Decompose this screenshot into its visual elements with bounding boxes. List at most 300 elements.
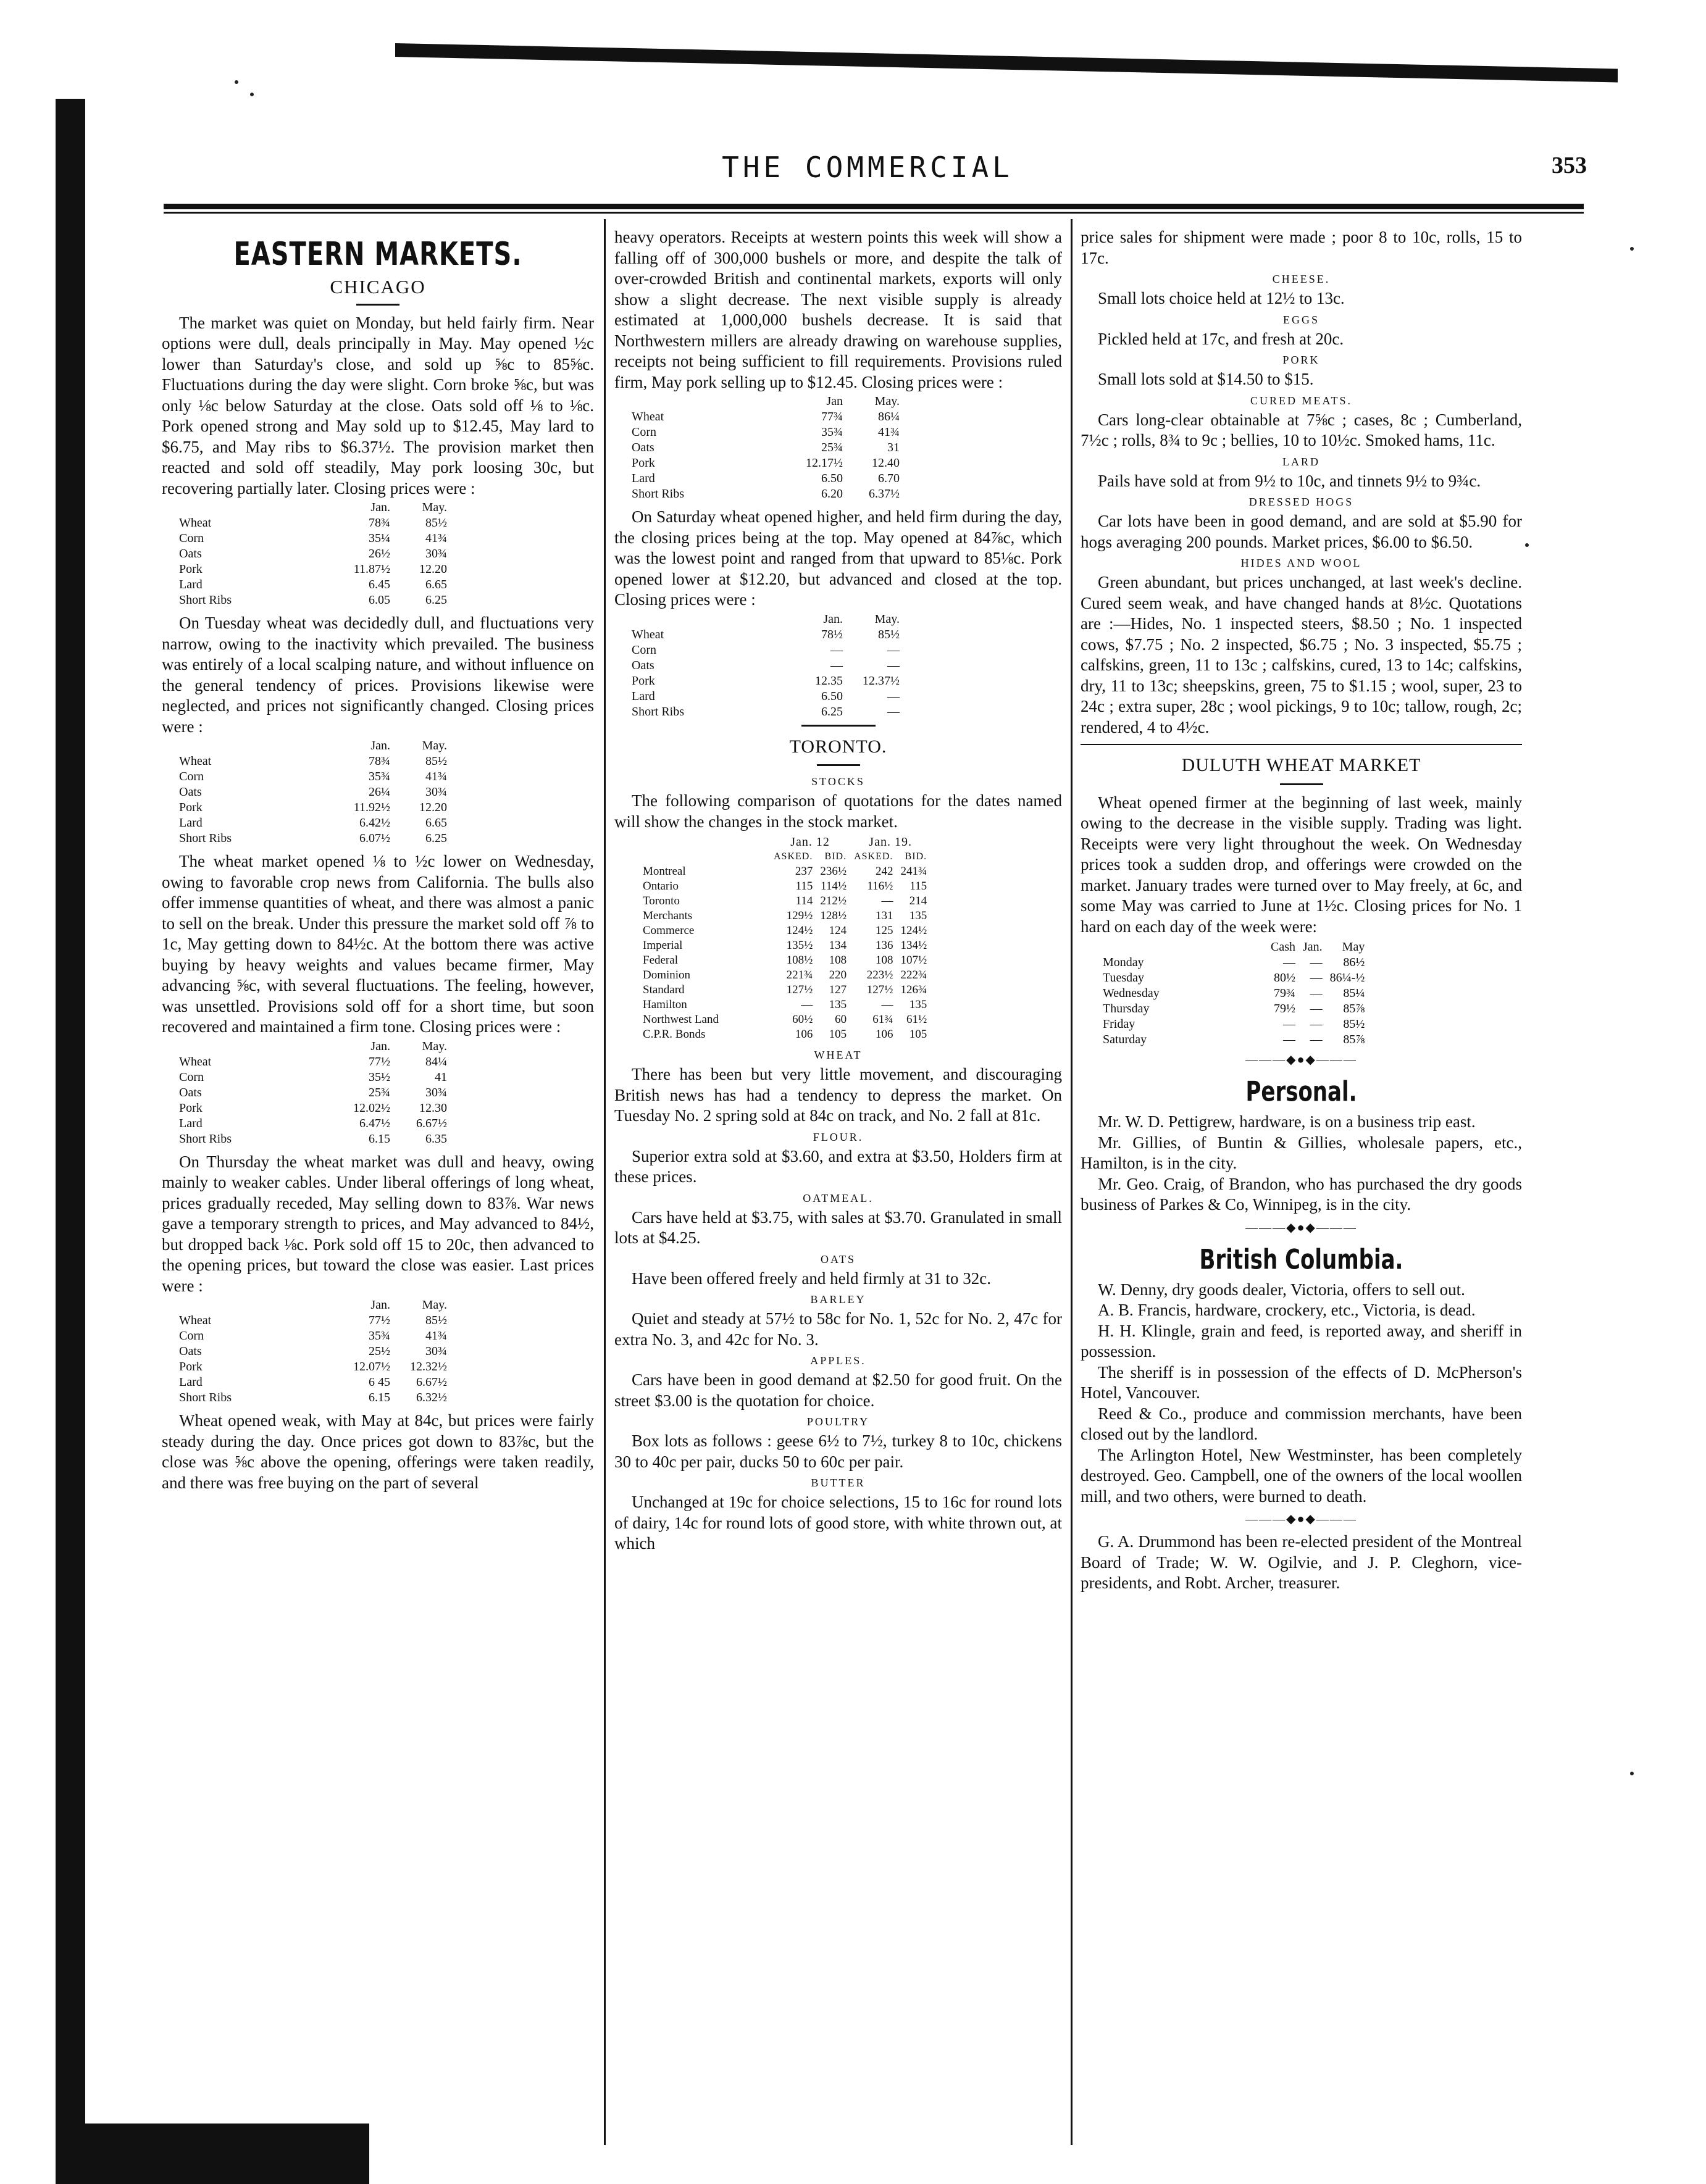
personal-item: Mr. Gillies, of Buntin & Gillies, wholesale papers, etc., Hamilton, is in the city. bbox=[1081, 1133, 1522, 1172]
continued-paragraph: heavy operators. Receipts at western points this week will show a falling off of 300,000 bushels or more, and despite the talk of over-crowded British and continental markets, exports will only show a slight decrease. The next visible supply is already estimated at 1,000,000 bushels decrease. It is said that Northwestern millers are already drawing on warehouse supplies, receipts not being sufficient to fill requirements. Provisions ruled firm, May pork selling up to $12.45. Closing prices were : bbox=[614, 228, 1062, 391]
table-cell: 78¾ bbox=[369, 516, 390, 530]
table-cell: 6.25 bbox=[425, 832, 447, 845]
table-header-cell: Jan. 19. bbox=[869, 835, 912, 849]
saturday-paragraph: On Saturday wheat opened higher, and held firm during the day, the closing prices being at the top. May opened at 84⅞c, which was the lowest point and ranged from that upward to 85⅛c. Pork opened lower at $12.20, but advanced and closed at the top. Closing prices were : bbox=[614, 507, 1062, 609]
table-cell: 12.35 bbox=[815, 673, 843, 688]
table-cell: 60½ bbox=[792, 1013, 813, 1026]
table-cell: 60 bbox=[835, 1013, 847, 1026]
table-row bbox=[639, 968, 930, 983]
price-table-thursday bbox=[175, 1298, 451, 1406]
table-row bbox=[175, 1101, 451, 1116]
table-row bbox=[1099, 1017, 1368, 1032]
table-cell: 25¾ bbox=[369, 1085, 390, 1099]
table-cell: — bbox=[1283, 956, 1295, 969]
table-cell: 135 bbox=[909, 909, 927, 922]
table-header-cell: May. bbox=[422, 501, 447, 514]
table-row bbox=[175, 1313, 451, 1328]
bc-item: H. H. Klingle, grain and feed, is reported away, and sheriff in possession. bbox=[1081, 1321, 1522, 1361]
table-row bbox=[175, 1054, 451, 1070]
table-cell: 35½ bbox=[369, 1070, 390, 1084]
table-row bbox=[639, 983, 930, 998]
table-header-cell: Jan. 12 bbox=[790, 835, 830, 849]
table-cell: Lard bbox=[632, 689, 655, 703]
cheese-paragraph: Small lots choice held at 12½ to 13c. bbox=[1098, 289, 1345, 307]
column-3 bbox=[1081, 227, 1522, 1594]
table-cell: Wheat bbox=[179, 1314, 212, 1327]
table-header-cell: ASKED. bbox=[774, 851, 813, 862]
poultry-paragraph: Box lots as follows : geese 6½ to 7½, turkey 8 to 10c, chickens 30 to 40c per pair, ducks 50 to 60c per pair. bbox=[614, 1432, 1062, 1471]
table-cell: 128½ bbox=[820, 909, 847, 922]
table-cell: Corn bbox=[179, 1329, 204, 1343]
table-cell: 114½ bbox=[821, 880, 847, 893]
board-of-trade-paragraph: G. A. Drummond has been re-elected president of the Montreal Board of Trade; W. W. Ogilvie, and J. P. Cleghorn, vice-presidents, and Robt. Archer, treasurer. bbox=[1081, 1532, 1522, 1592]
speck bbox=[235, 80, 238, 84]
price-table-saturday bbox=[628, 612, 903, 720]
table-cell: 35¾ bbox=[369, 770, 390, 783]
table-cell: 6.50 bbox=[821, 472, 843, 485]
oats-heading: OATS bbox=[820, 1252, 856, 1265]
bc-item: A. B. Francis, hardware, crockery, etc., Victoria, is dead. bbox=[1098, 1301, 1476, 1319]
table-cell: 115 bbox=[795, 880, 813, 893]
table-cell: Corn bbox=[632, 643, 656, 657]
table-cell: Corn bbox=[179, 531, 204, 545]
table-header-cell: Jan bbox=[826, 394, 843, 408]
dressed-hogs-paragraph: Car lots have been in good demand, and are sold at $5.90 for hogs averaging 200 pounds. Market prices, $6.00 to $6.50. bbox=[1081, 512, 1522, 551]
table-cell: Wheat bbox=[179, 754, 212, 768]
table-cell: 106 bbox=[795, 1028, 813, 1041]
table-cell: 131 bbox=[875, 909, 893, 922]
thursday-paragraph: On Thursday the wheat market was dull and heavy, owing mainly to weaker cables. Under liberal offerings of long wheat, prices gradually receded, May selling down to 83⅞. War news gave a temporary strength to prices, and May advanced to 84½, but dropped back ⅛c. Pork sold off 15 to 20c, then advanced to the opening prices, but toward the close was easier. Last prices were : bbox=[162, 1152, 594, 1295]
table-cell: Tuesday bbox=[1103, 971, 1145, 985]
lard-paragraph: Pails have sold at from 9½ to 10c, and tinnets 9½ to 9¾c. bbox=[1098, 471, 1481, 490]
table-row bbox=[628, 627, 903, 643]
oatmeal-heading: OATMEAL. bbox=[803, 1191, 874, 1204]
table-cell: 30¾ bbox=[425, 1085, 447, 1099]
table-cell: 135½ bbox=[786, 939, 813, 952]
table-cell: Wheat bbox=[632, 627, 664, 641]
table-cell: Friday bbox=[1103, 1017, 1135, 1031]
table-cell: 6.15 bbox=[369, 1132, 390, 1146]
table-cell: Ontario bbox=[643, 880, 679, 893]
table-cell: 108 bbox=[829, 954, 847, 967]
table-row bbox=[639, 998, 930, 1012]
speck bbox=[1525, 543, 1529, 547]
page-header bbox=[148, 148, 1587, 191]
table-header-cell: Jan. bbox=[370, 1298, 390, 1312]
table-cell bbox=[175, 1298, 337, 1313]
table-cell: Short Ribs bbox=[632, 704, 685, 719]
short-rule bbox=[801, 725, 876, 727]
table-cell bbox=[175, 1039, 337, 1054]
table-cell: 6.37½ bbox=[869, 487, 900, 501]
table-cell: Oats bbox=[179, 547, 202, 561]
tuesday-paragraph: On Tuesday wheat was decidedly dull, and fluctuations very narrow, owing to the inactivity which prevailed. The business was entirely of a local scalping nature, and without influence on the general tendency of prices. Provisions likewise were neglected, and prices not significantly changed. Closing prices were : bbox=[162, 614, 594, 736]
table-cell: Saturday bbox=[1103, 1033, 1147, 1046]
table-cell: 12.32½ bbox=[410, 1360, 447, 1373]
table-cell: Pork bbox=[179, 1360, 203, 1373]
apples-paragraph: Cars have been in good demand at $2.50 for good fruit. On the street $3.00 is the quotation for choice. bbox=[614, 1370, 1062, 1410]
table-cell: 116½ bbox=[867, 880, 893, 893]
table-cell bbox=[639, 835, 770, 849]
table-cell: 6.67½ bbox=[416, 1375, 447, 1389]
table-cell: 126¾ bbox=[900, 983, 927, 996]
table-cell: Oats bbox=[179, 785, 202, 799]
speck bbox=[1630, 1772, 1634, 1775]
table-cell: 84¼ bbox=[425, 1054, 447, 1069]
table-cell: 223½ bbox=[866, 969, 893, 982]
table-header-cell: May. bbox=[874, 612, 900, 626]
continued-paragraph: price sales for shipment were made ; poor 8 to 10c, rolls, 15 to 17c. bbox=[1081, 228, 1522, 267]
stocks-paragraph: The following comparison of quotations for the dates named will show the changes in the stock market. bbox=[614, 791, 1062, 831]
table-cell: 12.07½ bbox=[353, 1360, 390, 1373]
table-cell: 6.70 bbox=[878, 472, 900, 485]
table-cell: 129½ bbox=[786, 909, 813, 922]
table-cell: Standard bbox=[643, 983, 685, 996]
table-cell: 114 bbox=[795, 894, 813, 907]
table-cell: 35¾ bbox=[821, 425, 843, 439]
table-cell: — bbox=[881, 894, 893, 907]
table-cell: 79½ bbox=[1274, 1002, 1295, 1015]
table-cell: Hamilton bbox=[643, 998, 687, 1011]
bc-item: The sheriff is in possession of the effects of D. McPherson's Hotel, Vancouver. bbox=[1081, 1362, 1522, 1402]
table-cell bbox=[628, 394, 790, 409]
table-cell: 12.30 bbox=[419, 1101, 447, 1115]
table-row bbox=[628, 704, 903, 720]
table-header-cell: BID. bbox=[905, 851, 927, 862]
eggs-paragraph: Pickled held at 17c, and fresh at 20c. bbox=[1098, 329, 1344, 348]
table-cell: — bbox=[887, 704, 900, 719]
table-row bbox=[628, 456, 903, 471]
table-row bbox=[639, 894, 930, 909]
wednesday-paragraph: The wheat market opened ⅛ to ½c lower on Wednesday, owing to favorable crop news from California. The bulls also offer immense quantities of wheat, and there was almost a panic to sell on the break. Under this pressure the market sold off ⅞ to 1c, May getting down to 84½c. At the bottom there was active buying by heavy weights and values became firmer, May advancing ⅝c, with several fluctuations. The feeling, however, was unsettled. Provisions sold off for a short time, but soon recovered and maintained a firm tone. Closing prices were : bbox=[162, 852, 594, 1036]
table-row bbox=[175, 1116, 451, 1132]
table-cell: 85¼ bbox=[1343, 986, 1365, 1000]
wheat-heading: WHEAT bbox=[814, 1049, 863, 1061]
table-row bbox=[639, 909, 930, 923]
table-cell: Imperial bbox=[643, 939, 683, 952]
table-cell: — bbox=[1310, 1017, 1323, 1031]
table-row bbox=[175, 1390, 451, 1406]
table-cell: 6.07½ bbox=[359, 832, 390, 845]
table-cell: Toronto bbox=[643, 894, 680, 907]
table-cell: — bbox=[1310, 1033, 1323, 1046]
personal-heading: Personal. bbox=[1245, 1076, 1357, 1108]
table-cell: 61½ bbox=[906, 1013, 927, 1026]
table-cell: 127½ bbox=[866, 983, 893, 996]
header-rule-thin bbox=[164, 212, 1584, 214]
table-cell: Merchants bbox=[643, 909, 693, 922]
table-cell: Northwest Land bbox=[643, 1013, 719, 1026]
table-row bbox=[1099, 1001, 1368, 1017]
table-cell: 6.20 bbox=[821, 487, 843, 501]
table-row bbox=[628, 673, 903, 689]
table-header-cell: May. bbox=[422, 1298, 447, 1312]
table-cell: 41¾ bbox=[878, 425, 900, 439]
table-cell: 41¾ bbox=[425, 770, 447, 783]
section-rule bbox=[1081, 744, 1522, 745]
table-cell: Lard bbox=[632, 472, 655, 485]
table-cell bbox=[639, 849, 770, 864]
short-rule bbox=[1280, 783, 1323, 785]
table-row bbox=[175, 1132, 451, 1147]
table-cell: Short Ribs bbox=[179, 593, 232, 607]
table-cell: 6.32½ bbox=[416, 1391, 447, 1404]
table-row bbox=[628, 440, 903, 456]
table-cell: Wheat bbox=[179, 1054, 212, 1069]
table-row bbox=[639, 864, 930, 879]
table-cell: Pork bbox=[179, 1101, 203, 1115]
table-cell: 6.50 bbox=[821, 689, 843, 703]
table-cell: 134 bbox=[829, 939, 847, 952]
table-row bbox=[639, 938, 930, 953]
ornament-divider: ———◆●◆——— bbox=[1245, 1053, 1357, 1067]
ornament-divider: ———◆●◆——— bbox=[1245, 1220, 1357, 1235]
table-cell: 12.20 bbox=[419, 801, 447, 814]
pork-paragraph: Small lots sold at $14.50 to $15. bbox=[1098, 370, 1314, 388]
column-2 bbox=[614, 227, 1062, 1554]
table-cell: 105 bbox=[829, 1028, 847, 1041]
table-cell: 136 bbox=[875, 939, 893, 952]
friday-paragraph: Wheat opened weak, with May at 84c, but prices were fairly steady during the day. Once prices got down to 83⅞c, but the close was ⅝c above the opening, offerings were taken readily, and there was free buying on the part of several bbox=[162, 1411, 594, 1492]
table-cell: Federal bbox=[643, 954, 678, 967]
table-row bbox=[175, 562, 451, 577]
table-cell: 125 bbox=[875, 924, 893, 937]
table-cell: 6.35 bbox=[425, 1132, 447, 1146]
table-row bbox=[1099, 970, 1368, 986]
table-cell: 30¾ bbox=[425, 1344, 447, 1358]
table-cell: 41¾ bbox=[425, 531, 447, 545]
scan-edge-bottom bbox=[85, 2124, 369, 2184]
table-cell: Oats bbox=[632, 441, 654, 454]
table-cell: Montreal bbox=[643, 865, 686, 878]
table-cell: Short Ribs bbox=[632, 487, 685, 501]
table-cell: 86¼-½ bbox=[1329, 971, 1365, 985]
table-cell: Monday bbox=[1103, 956, 1144, 969]
table-row bbox=[175, 1375, 451, 1390]
table-header-cell: Jan. bbox=[823, 612, 843, 626]
table-cell: Wheat bbox=[179, 516, 212, 530]
table-cell: 26¼ bbox=[369, 785, 390, 799]
table-row bbox=[175, 515, 451, 531]
column-divider bbox=[604, 219, 606, 2145]
table-cell: 80½ bbox=[1274, 971, 1295, 985]
lard-heading: LARD bbox=[1282, 455, 1320, 468]
personal-item: Mr. W. D. Pettigrew, hardware, is on a business trip east. bbox=[1098, 1112, 1476, 1131]
table-cell: Lard bbox=[179, 1375, 203, 1389]
table-cell: Short Ribs bbox=[179, 832, 232, 845]
table-cell: 6.05 bbox=[369, 593, 390, 607]
table-cell: 6.25 bbox=[425, 593, 447, 607]
table-cell: — bbox=[1310, 986, 1323, 1000]
table-cell: 78½ bbox=[821, 627, 843, 641]
table-row bbox=[175, 754, 451, 769]
table-header-cell: Cash bbox=[1271, 940, 1295, 954]
table-cell: 214 bbox=[909, 894, 927, 907]
table-cell: 61¾ bbox=[872, 1013, 893, 1026]
table-cell: 77½ bbox=[369, 1054, 390, 1069]
table-row bbox=[1099, 955, 1368, 970]
table-row bbox=[175, 593, 451, 608]
table-cell: 35¾ bbox=[369, 1329, 390, 1343]
duluth-paragraph: Wheat opened firmer at the beginning of last week, mainly owing to the decrease in the visible supply. Trading was light. Receipts were very light throughout the week. On Wednesday prices took a sudden drop, and offerings were crowded on the market. January trades were turned over to May freely, at 6c, and some May was carried to June at 1½c. Closing prices for No. 1 hard on each day of the week were: bbox=[1081, 793, 1522, 936]
table-row bbox=[175, 546, 451, 562]
barley-paragraph: Quiet and steady at 57½ to 58c for No. 1, 52c for No. 2, 47c for extra No. 3, and 42c for No. 3. bbox=[614, 1309, 1062, 1349]
scan-edge-left bbox=[56, 99, 85, 2184]
table-row bbox=[175, 769, 451, 785]
table-cell: 85½ bbox=[425, 1314, 447, 1327]
table-cell: — bbox=[1310, 971, 1323, 985]
column-1 bbox=[162, 227, 594, 1493]
price-table-friday bbox=[628, 394, 903, 502]
table-cell: — bbox=[830, 643, 843, 657]
oatmeal-paragraph: Cars have held at $3.75, with sales at $3.70. Granulated in small lots at $4.25. bbox=[614, 1207, 1062, 1247]
table-cell: 6 45 bbox=[369, 1375, 390, 1389]
table-cell: 85½ bbox=[425, 516, 447, 530]
table-cell: Lard bbox=[179, 816, 203, 830]
flour-heading: FLOUR. bbox=[813, 1130, 864, 1143]
table-cell: Pork bbox=[179, 801, 203, 814]
butter-paragraph: Unchanged at 19c for choice selections, 15 to 16c for round lots of dairy, 14c for round lots of good store, with white thrown out, at which bbox=[614, 1493, 1062, 1553]
table-row bbox=[639, 1027, 930, 1042]
header-rule bbox=[164, 204, 1584, 209]
table-cell: 85⅞ bbox=[1343, 1033, 1365, 1046]
price-table-monday bbox=[175, 500, 451, 608]
table-cell: C.P.R. Bonds bbox=[643, 1028, 706, 1041]
table-cell: 135 bbox=[829, 998, 847, 1011]
table-row bbox=[175, 531, 451, 546]
table-row bbox=[175, 800, 451, 815]
poultry-heading: POULTRY bbox=[806, 1415, 870, 1428]
table-cell: 12.20 bbox=[419, 562, 447, 576]
table-cell: Pork bbox=[179, 562, 203, 576]
table-cell: 12.17½ bbox=[806, 456, 843, 470]
table-cell: 237 bbox=[795, 865, 813, 878]
table-cell: 220 bbox=[829, 969, 847, 982]
table-row bbox=[175, 1359, 451, 1375]
table-cell: Oats bbox=[179, 1344, 202, 1358]
speck bbox=[1630, 247, 1634, 251]
table-row bbox=[175, 1328, 451, 1344]
table-cell: 6.42½ bbox=[359, 816, 390, 830]
table-row bbox=[628, 471, 903, 486]
page-number: 353 bbox=[1552, 152, 1587, 178]
masthead-title: THE COMMERCIAL bbox=[722, 151, 1013, 184]
table-cell: 77½ bbox=[369, 1314, 390, 1327]
table-row bbox=[628, 689, 903, 704]
table-cell: Oats bbox=[632, 658, 654, 672]
flour-paragraph: Superior extra sold at $3.60, and extra at $3.50, Holders firm at these prices. bbox=[614, 1146, 1062, 1186]
short-rule bbox=[356, 304, 399, 306]
ornament-divider: ———◆●◆——— bbox=[1245, 1512, 1357, 1526]
table-cell: 108 bbox=[875, 954, 893, 967]
apples-heading: APPLES. bbox=[810, 1354, 866, 1367]
table-cell: Commerce bbox=[643, 924, 695, 937]
table-cell: 6.15 bbox=[369, 1391, 390, 1404]
wheat-paragraph: There has been but very little movement, and discouraging British news has had a tendency to depress the market. On Tuesday No. 2 spring sold at 84c on track, and No. 2 fall at 81c. bbox=[614, 1065, 1062, 1125]
price-table-tuesday bbox=[175, 738, 451, 846]
speck bbox=[250, 93, 254, 96]
table-cell: 30¾ bbox=[425, 547, 447, 561]
cured-meats-paragraph: Cars long-clear obtainable at 7⅝c ; cases, 8c ; Cumberland, 7½c ; rolls, 8¾ to 9c ; bellies, 10 to 10½c. Smoked hams, 11c. bbox=[1081, 410, 1522, 449]
table-cell: 106 bbox=[875, 1028, 893, 1041]
toronto-heading: TORONTO. bbox=[789, 736, 887, 757]
table-cell: Thursday bbox=[1103, 1002, 1150, 1015]
table-cell: 124½ bbox=[786, 924, 813, 937]
table-row bbox=[1099, 986, 1368, 1001]
cured-meats-heading: CURED MEATS. bbox=[1250, 394, 1352, 407]
column-divider bbox=[1071, 219, 1073, 2145]
table-cell bbox=[175, 738, 337, 754]
table-row bbox=[175, 1085, 451, 1101]
cheese-heading: CHEESE. bbox=[1272, 273, 1331, 285]
chicago-heading: CHICAGO bbox=[330, 276, 426, 298]
table-row bbox=[175, 1070, 451, 1085]
table-header-cell: BID. bbox=[824, 851, 847, 862]
short-rule bbox=[817, 764, 860, 766]
eastern-markets-heading: EASTERN MARKETS. bbox=[233, 236, 522, 273]
table-cell: Corn bbox=[179, 770, 204, 783]
table-cell: 31 bbox=[887, 441, 900, 454]
table-cell: 135 bbox=[909, 998, 927, 1011]
table-row bbox=[639, 879, 930, 894]
bc-item: Reed & Co., produce and commission merchants, have been closed out by the landlord. bbox=[1081, 1404, 1522, 1443]
table-row bbox=[175, 785, 451, 800]
table-cell: 107½ bbox=[900, 954, 927, 967]
table-cell: 25¾ bbox=[821, 441, 843, 454]
table-cell: 85½ bbox=[425, 754, 447, 768]
table-cell: 105 bbox=[909, 1028, 927, 1041]
table-header-cell: Jan. bbox=[1303, 940, 1323, 954]
table-cell: — bbox=[887, 643, 900, 657]
monday-paragraph: The market was quiet on Monday, but held fairly firm. Near options were dull, deals principally in May. May opened ½c lower than Saturday's close, and sold up ⅝c to 85⅝c. Fluctuations during the day were slight. Corn broke ⅝c, but was only ⅛c below Saturday at the close. Oats sold off ⅛ to ⅛c. Pork opened strong and May sold up to $12.45, May lard to $6.75, and May ribs to $6.37½. The provision market then reacted and sold off steadily, May pork loosing 30c, but recovering partially later. Closing prices were : bbox=[162, 313, 594, 498]
table-cell: 124½ bbox=[900, 924, 927, 937]
table-cell: 30¾ bbox=[425, 785, 447, 799]
table-cell: 12.02½ bbox=[353, 1101, 390, 1115]
table-cell: Lard bbox=[179, 1116, 203, 1130]
table-row bbox=[639, 923, 930, 938]
table-row bbox=[628, 486, 903, 502]
hides-wool-heading: HIDES AND WOOL bbox=[1240, 557, 1362, 569]
table-cell: — bbox=[801, 998, 813, 1011]
table-cell bbox=[175, 500, 337, 515]
hides-wool-paragraph: Green abundant, but prices unchanged, at last week's decline. Cured seem weak, and have changed hands at 8½c. Quotations are :—Hides, No. 1 inspected steers, $8.50 ; No. 1 inspected cows, $7.75 ; No. 2 inspected, $6.75 ; No. 3 inspected, $5.75 ; calfskins, green, 11 to 13c ; calfskins, cured, 13 to 14c; calfskins, dry, 11 to 13c; sheepskins, green, 75 to $1.15 ; wool, super, 23 to 24c ; extra super, 28c ; wool pickings, 9 to 10c; tallow, rough, 2c; rendered, 4 to 4½c. bbox=[1081, 573, 1522, 736]
bc-item: The Arlington Hotel, New Westminster, has been completely destroyed. Geo. Campbell, one of the owners of the local woollen mill, and two others, were burned to death. bbox=[1081, 1445, 1522, 1506]
table-cell: 85⅞ bbox=[1343, 1002, 1365, 1015]
british-columbia-heading: British Columbia. bbox=[1199, 1243, 1403, 1276]
table-cell: Pork bbox=[632, 673, 655, 688]
table-row bbox=[175, 577, 451, 593]
table-cell: 12.37½ bbox=[863, 673, 900, 688]
table-cell: 108½ bbox=[786, 954, 813, 967]
table-cell: — bbox=[887, 658, 900, 672]
table-cell bbox=[1099, 940, 1267, 955]
table-cell: 221¾ bbox=[786, 969, 813, 982]
personal-item: Mr. Geo. Craig, of Brandon, who has purchased the dry goods business of Parkes & Co, Winnipeg, is in the city. bbox=[1081, 1174, 1522, 1214]
table-cell: 6.25 bbox=[821, 704, 843, 719]
table-cell: 134½ bbox=[900, 939, 927, 952]
table-cell: Corn bbox=[632, 425, 656, 439]
table-cell: 86¼ bbox=[878, 410, 900, 423]
table-header-cell: ASKED. bbox=[854, 851, 893, 862]
oats-paragraph: Have been offered freely and held firmly at 31 to 32c. bbox=[632, 1269, 992, 1288]
table-header-cell: Jan. bbox=[370, 501, 390, 514]
barley-heading: BARLEY bbox=[810, 1293, 866, 1306]
table-cell: 79¾ bbox=[1274, 986, 1295, 1000]
table-cell: Dominion bbox=[643, 969, 691, 982]
table-cell: 6.47½ bbox=[359, 1116, 390, 1130]
table-cell: — bbox=[1310, 956, 1323, 969]
table-header-cell: May. bbox=[422, 1039, 447, 1053]
